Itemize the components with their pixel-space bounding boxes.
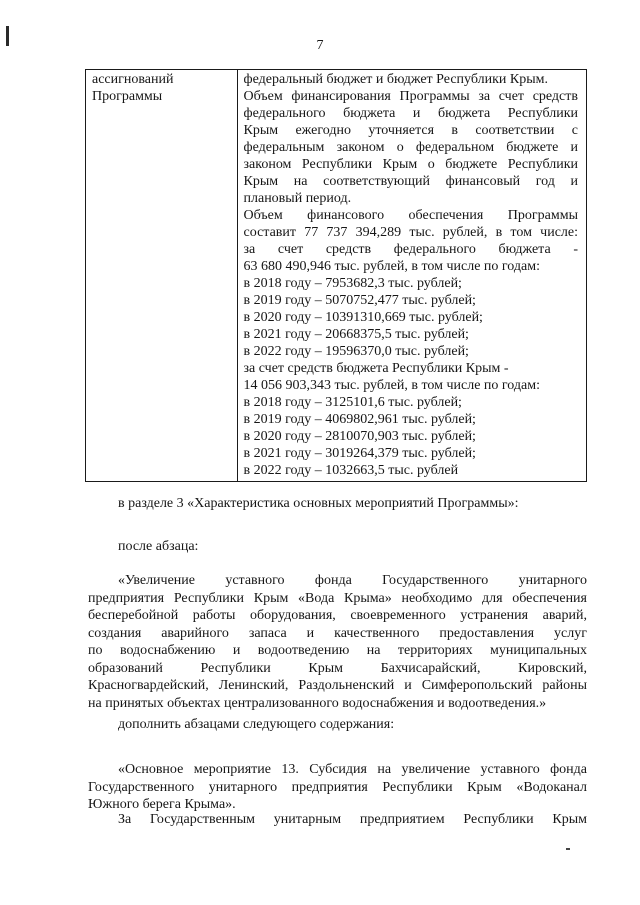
value-line: в 2020 году – 10391310,669 тыс. рублей; [243,310,483,325]
za-paragraph [88,811,587,829]
table-value-cell [237,70,587,482]
value-line: в 2021 году – 20668375,5 тыс. рублей; [243,327,469,342]
quote-line: Красногвардейский, Ленинский, Раздольненский и Симферопольский районы [88,678,587,693]
table-label-cell [86,70,238,482]
za-line: За Государственным унитарным предприятием Республики Крым [118,812,587,827]
quote-line: бесперебойной работы оборудования, своевременного устранения аварий, [88,608,587,623]
quoted-paragraph [88,572,587,712]
main-line: Государственного унитарного предприятия Республики Крым «Водоканал [88,779,587,795]
page-number: 7 [316,38,324,53]
section-paragraph [88,495,587,513]
value-line: составит 77 737 394,289 тыс. рублей, в том числе: [243,225,578,240]
value-line: федеральным законом о федеральном бюджете и [243,140,578,155]
value-line: в 2022 году – 19596370,0 тыс. рублей; [243,344,469,359]
table-row [86,70,587,482]
quote-line: образований Республики Крым Бахчисарайский, Кировский, [88,660,587,676]
quote-line: «Увеличение уставного фонда Государственного унитарного [118,573,587,588]
value-line: в 2020 году – 2810070,903 тыс. рублей; [243,429,476,444]
value-line: 63 680 490,946 тыс. рублей, в том числе по годам: [243,259,540,274]
add-text: дополнить абзацами следующего содержания: [118,717,395,732]
quote-line: создания аварийного запаса и качественного предоставления услуг [88,625,587,641]
value-line: федеральный бюджет и бюджет Республики Крым. [243,72,548,87]
main-line: «Основное мероприятие 13. Субсидия на увеличение уставного фонда [118,762,587,777]
label-line: ассигнований [92,72,174,87]
value-line: плановый период. [243,191,352,206]
label-line: Программы [92,89,163,104]
section-text: в разделе 3 «Характеристика основных мероприятий Программы»: [118,496,519,511]
value-line: в 2019 году – 5070752,477 тыс. рублей; [243,293,476,308]
after-paragraph [88,538,587,556]
value-line: в 2022 году – 1032663,5 тыс. рублей [243,463,459,478]
value-line: законом Республики Крым о бюджете Республики [243,157,578,172]
after-text: после абзаца: [118,539,199,554]
value-line: в 2019 году – 4069802,961 тыс. рублей; [243,412,476,427]
quote-line: по водоснабжению и водоотведению на территориях муниципальных [88,643,587,658]
value-line: Объем финансового обеспечения Программы [243,208,578,223]
value-line: федерального бюджета и бюджета Республики [243,106,578,121]
value-line: в 2018 году – 3125101,6 тыс. рублей; [243,395,462,410]
quote-line: предприятия Республики Крым «Вода Крыма» необходимо для обеспечения [88,590,587,606]
value-line: Объем финансирования Программы за счет средств [243,89,578,104]
value-line: за счет средств бюджета Республики Крым - [243,361,509,376]
value-line: 14 056 903,343 тыс. рублей, в том числе по годам: [243,378,540,393]
quote-line: на принятых объектах централизованного водоснабжения и водоотведения.» [88,695,547,711]
main-line: Южного берега Крыма». [88,797,236,812]
value-line: в 2021 году – 3019264,379 тыс. рублей; [243,446,476,461]
program-passport-table [85,69,587,482]
value-line: в 2018 году – 7953682,3 тыс. рублей; [243,276,462,291]
value-line: за счет средств федерального бюджета - [243,242,578,257]
main-activity-paragraph [88,761,587,814]
value-line: Крым ежегодно уточняется в соответствии с [243,123,578,138]
value-line: Крым на соответствующий финансовый год и [243,174,578,189]
scan-mark [566,848,570,850]
add-paragraph [88,716,587,734]
